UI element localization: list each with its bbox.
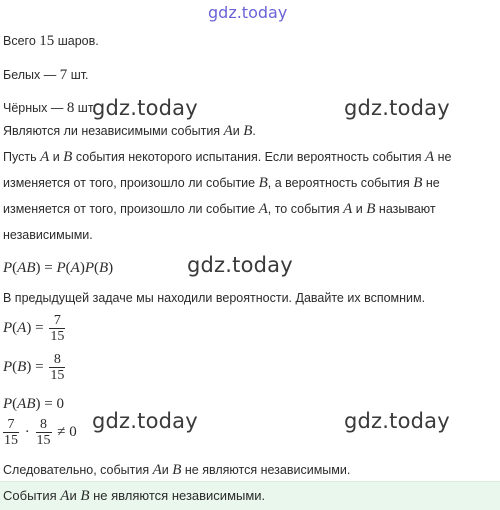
fraction: $\frac{7}{15}$ — [50, 313, 65, 344]
probability-a: P(A) = $\frac{7}{15}$ — [3, 313, 65, 344]
watermark: gdz.today — [344, 409, 450, 433]
given-text: шт. — [67, 68, 89, 82]
given-text: шт. — [74, 101, 96, 115]
answer-text: События Aи B не являются независимыми. — [3, 488, 266, 504]
definition-line-2: изменяется от того, произошло ли событие B, а вероятность события B не — [3, 175, 440, 191]
definition-line-1: Пусть A и B события некоторого испытания. Если вероятность события A не — [3, 149, 452, 165]
watermark: gdz.today — [187, 253, 293, 277]
given-black — [3, 100, 96, 116]
given-number: 15 — [39, 33, 55, 49]
product-check: $\frac{7}{15}$ · $\frac{8}{15}$ ≠ 0 — [4, 417, 77, 448]
watermark: gdz.today — [92, 96, 198, 120]
conclusion: Следовательно, события Aи B не являются независимыми. — [3, 462, 351, 478]
question-text: . — [252, 124, 256, 138]
question — [3, 123, 256, 139]
given-white — [3, 67, 89, 83]
given-number: 7 — [59, 67, 68, 83]
probability-b: P(B) = $\frac{8}{15}$ — [3, 352, 65, 383]
probability-ab: P(AB) = 0 — [3, 396, 64, 412]
given-text: Всего — [3, 34, 40, 48]
fraction: $\frac{7}{15}$ — [4, 417, 18, 448]
watermark: gdz.today — [92, 409, 198, 433]
definition-line-3: изменяется от того, произошло ли событие A, то события A и B называют — [3, 201, 436, 217]
watermark: gdz.today — [344, 96, 450, 120]
math-var: B — [243, 123, 253, 139]
answer-box — [0, 481, 500, 510]
fraction: $\frac{8}{15}$ — [50, 352, 65, 383]
question-text: и — [232, 124, 244, 138]
given-text: шаров. — [54, 34, 99, 48]
recall-text: В предыдущей задаче мы находили вероятности. Давайте их вспомним. — [3, 291, 426, 305]
definition-line-4: независимыми. — [3, 228, 93, 242]
math-var: A — [223, 123, 233, 139]
fraction: $\frac{8}{15}$ — [36, 417, 51, 448]
given-number: 8 — [66, 100, 75, 116]
watermark-top: gdz.today — [208, 3, 288, 22]
given-text: Белых — — [3, 68, 60, 82]
given-text: Чёрных — — [3, 101, 67, 115]
question-text: Являются ли независимыми события — [3, 124, 224, 138]
independence-formula: P(AB) = P(A)P(B) — [3, 260, 114, 276]
given-total — [3, 33, 99, 49]
